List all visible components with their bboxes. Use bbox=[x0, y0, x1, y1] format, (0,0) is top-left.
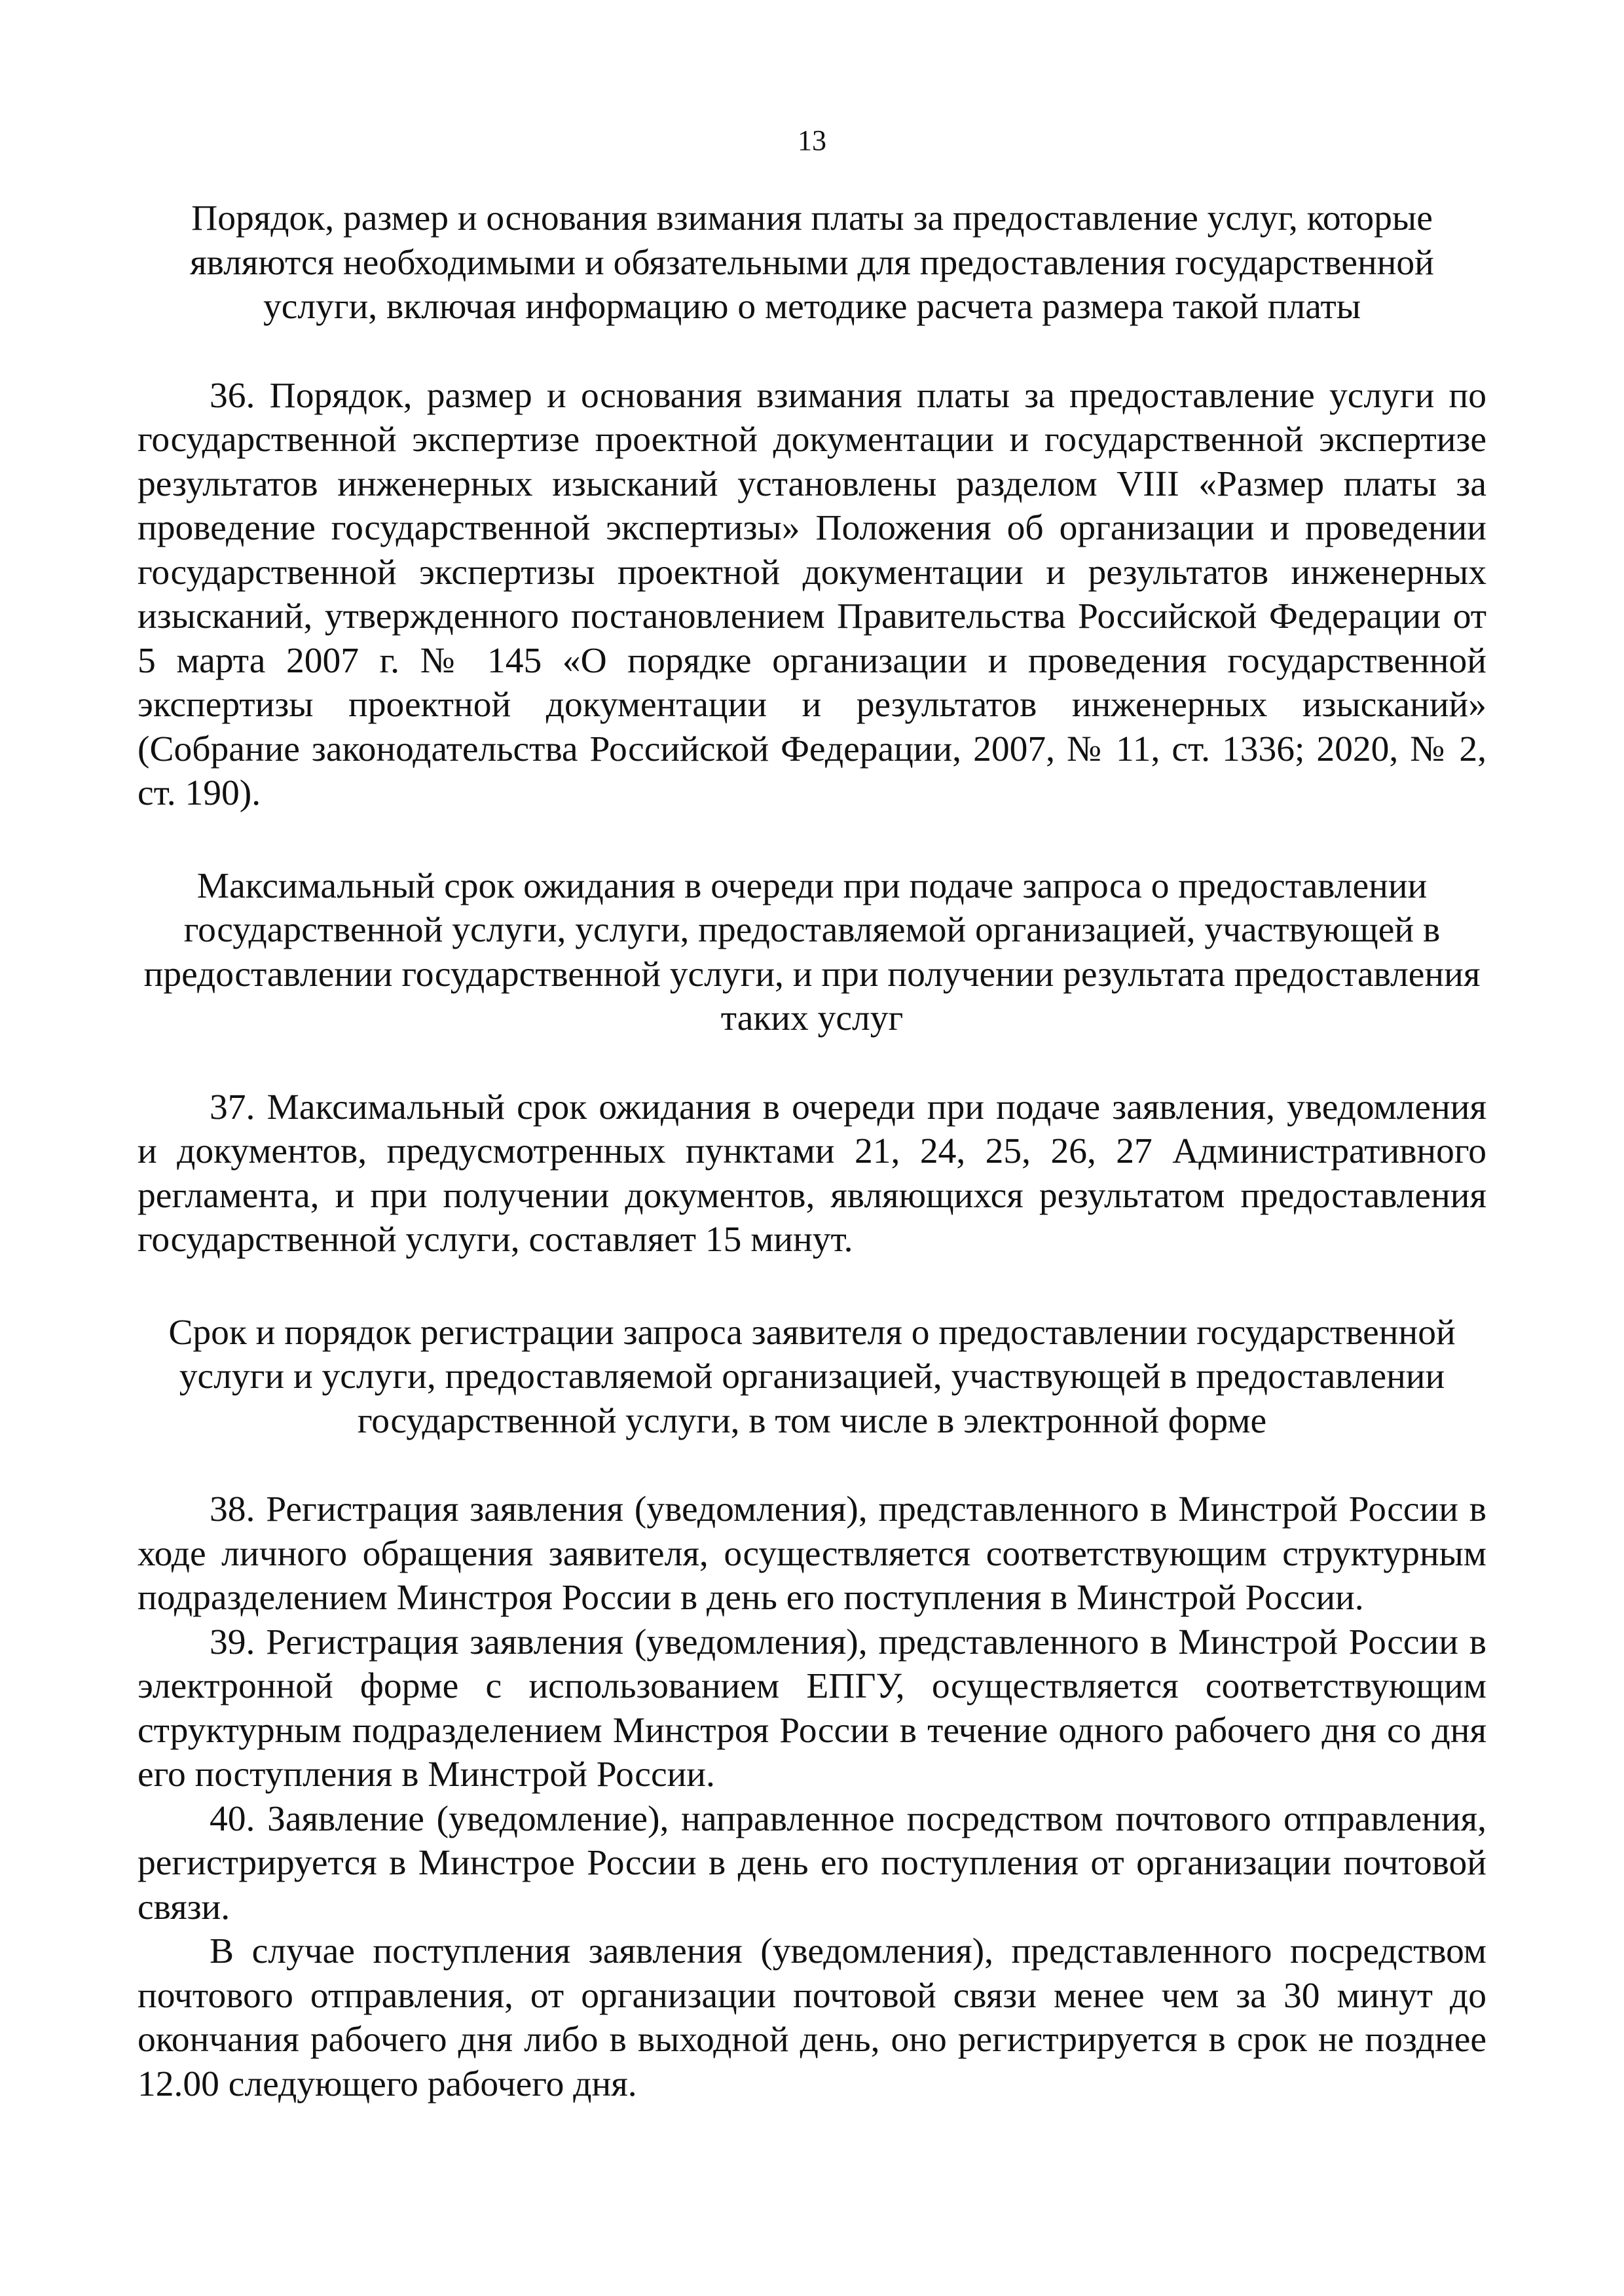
spacer bbox=[138, 1041, 1486, 1085]
paragraph-37: 37. Максимальный срок ожидания в очереди при подаче заявления, уведомления и документов, предусмотренных пунктами 21, 24, 25, 26, 27 Административного регламента, и при получении документов, являющихся результатом предоставления государственной услуги, составляет 15 минут. bbox=[138, 1087, 1486, 1260]
page-number: 13 bbox=[798, 124, 826, 156]
paragraph-40: 40. Заявление (уведомление), направленное посредством почтового отправления, регистрируется в Минстрое России в день его поступления от организации почтовой связи. bbox=[138, 1798, 1486, 1927]
paragraph-36: 36. Порядок, размер и основания взимания платы за предоставление услуги по государственной экспертизе проектной документации и государственной экспертизе результатов инженерных изысканий установлены разделом VIII «Размер платы за проведение государственной экспертизы» Положения об организации и проведении государственной экспертизы проектной документации и результатов инженерных изысканий, утвержденного постановлением Правительства Российской Федерации от 5 марта 2007 г. № 145 «О порядке организации и проведения государственной экспертизы проектной документации и результатов инженерных изысканий» (Собрание законодательства Российской Федерации, 2007, № 11, ст. 1336; 2020, № 2, ст. 190). bbox=[138, 375, 1486, 813]
section-heading-fees: Порядок, размер и основания взимания платы за предоставление услуг, которые являются необходимыми и обязательными для предоставления государственной услуги, включая информацию о методике расчета размера такой платы bbox=[190, 198, 1434, 327]
paragraph-38: 38. Регистрация заявления (уведомления), представленного в Минстрой России в ходе личного обращения заявителя, осуществляется соответствующим структурным подразделением Минстроя России в день его поступления в Минстрой России. bbox=[138, 1489, 1486, 1618]
spacer bbox=[138, 329, 1486, 374]
spacer bbox=[138, 816, 1486, 864]
section-heading-registration: Срок и порядок регистрации запроса заявителя о предоставлении государственной услуги и услуги, предоставляемой организацией, участвующей в предоставлении государственной услуги, в том числе в электронной форме bbox=[168, 1312, 1456, 1441]
spacer bbox=[138, 1262, 1486, 1311]
section-heading-queue-time: Максимальный срок ожидания в очереди при подаче запроса о предоставлении государственной услуги, услуги, предоставляемой организацией, участвующей в предоставлении государственной услуги, и при получении результата предоставления таких услуг bbox=[143, 866, 1481, 1038]
paragraph-40-continued: В случае поступления заявления (уведомления), представленного посредством почтового отправления, от организации почтовой связи менее чем за 30 минут до окончания рабочего дня либо в выходной день, оно регистрируется в срок не позднее 12.00 следующего рабочего дня. bbox=[138, 1931, 1486, 2104]
paragraph-39: 39. Регистрация заявления (уведомления), представленного в Минстрой России в электронной форме с использованием ЕПГУ, осуществляется соответствующим структурным подразделением Минстроя России в течение одного рабочего дня со дня его поступления в Минстрой России. bbox=[138, 1622, 1486, 1795]
document-body bbox=[138, 196, 1486, 2106]
spacer bbox=[138, 1443, 1486, 1487]
